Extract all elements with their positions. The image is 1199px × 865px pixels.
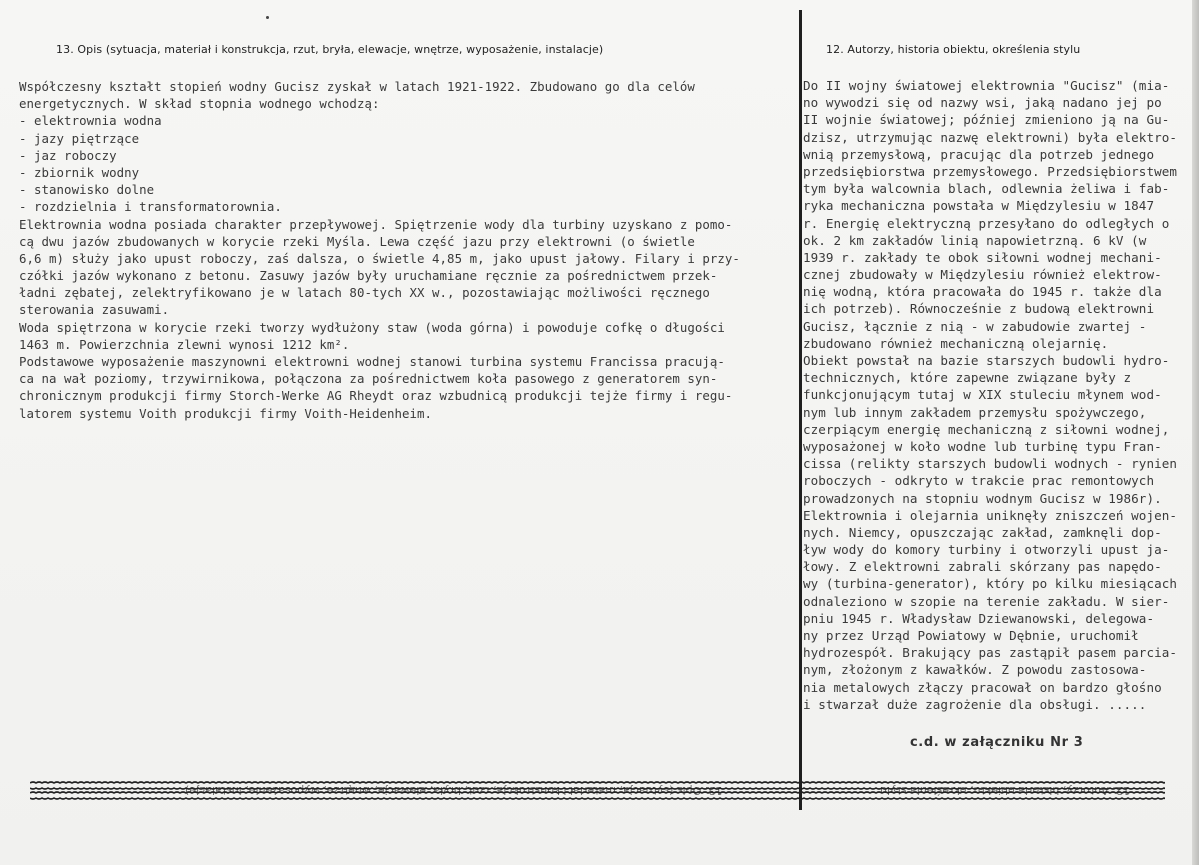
text-line: cznej zbudowały w Międzylesiu również elektrow- [803, 267, 1162, 283]
continuation-note: c.d. w załączniku Nr 3 [910, 735, 1084, 750]
text-line: prowadzonych na stopniu wodnym Gucisz w 1986r). [803, 490, 1162, 506]
text-line: Elektrownia i olejarnia uniknęły zniszczeń wojen- [803, 507, 1177, 523]
text-line: nym lub innym zakładem przemysłu spożywczego, [803, 404, 1147, 420]
text-line: wnią przemysłową, pracując dla potrzeb jednego [803, 146, 1155, 162]
text-line: cissa (relikty starszych budowli wodnych - rynien [803, 456, 1177, 472]
text-line: tym była walcownia blach, odlewnia żeliwa i fab- [803, 181, 1170, 197]
text-line: ływ wody do komory turbiny i otworzyli upust ja- [803, 542, 1170, 558]
text-line: 1939 r. zakłady te obok siłowni wodnej mechani- [803, 249, 1162, 265]
text-line: roboczych - odkryto w trakcie prac remontowych [803, 473, 1155, 489]
text-line: dzisz, utrzymując nazwę elektrowni) była elektro- [803, 129, 1177, 145]
text-line: cą dwu jazów zbudowanych w korycie rzeki Myśla. Lewa część jazu przy elektrowni (o świetle [19, 233, 695, 249]
text-line: ok. 2 km zakładów linią napowietrzną. 6 kV (w [803, 232, 1147, 248]
text-line: czerpiącym energię mechaniczną z siłowni wodnej, [803, 421, 1170, 437]
text-line: r. Energię elektryczną przesyłano do odległych o [803, 215, 1170, 231]
text-line: nych. Niemcy, opuszczając zakład, zamknęli dop- [803, 524, 1162, 540]
text-line: nym, złożonym z kawałków. Z powodu zastosowa- [803, 662, 1147, 678]
wave-line [30, 792, 1165, 793]
column-divider [799, 10, 802, 810]
text-line: czółki jazów wykonano z betonu. Zasuwy jazów były uruchamiane ręcznie za pośrednictwem przek- [19, 268, 718, 284]
text-line: pniu 1945 r. Władysław Dziewanowski, delegowa- [803, 610, 1155, 626]
text-line: odnaleziono w szopie na terenie zakładu. W sier- [803, 593, 1170, 609]
text-line: ładni zębatej, zelektryfikowano je w latach 80-tych XX w., pozostawiając możliwości ręcznego [19, 285, 710, 301]
text-line: energetycznych. W skład stopnia wodnego wchodzą: [19, 96, 380, 112]
text-line: 6,6 m) służy jako upust roboczy, zaś dalsza, o świetle 4,85 m, jako upust jałowy. Filary i przy- [19, 250, 740, 266]
text-line: przedsiębiorstwa przemysłowego. Przedsiębiorstwem [803, 163, 1177, 179]
text-line: 1463 m. Powierzchnia zlewni wynosi 1212 km². [19, 336, 350, 352]
mirrored-print-left: 13. Opis (sytuacja, materiał i konstrukcja, rzut, bryła, elewacje, wnętrze, wyposażenie, instalacje) [185, 784, 723, 797]
ink-dot [266, 16, 269, 19]
text-line: latorem systemu Voith produkcji firmy Voith-Heidenheim. [19, 405, 433, 421]
wave-line [30, 782, 1165, 783]
page-edge-shadow [1192, 0, 1199, 865]
text-line: zbudowano również mechaniczną olejarnię. [803, 335, 1109, 351]
text-line: wy (turbina-generator), który po kilku miesiącach [803, 576, 1177, 592]
mirrored-print-right: 12. Autorzy, historia obiektu, określenia stylu [880, 784, 1130, 797]
text-line: łowy. Z elektrowni zabrali skórzany pas napędo- [803, 559, 1162, 575]
text-line: - jaz roboczy [19, 147, 117, 163]
text-line: ca na wał poziomy, trzywirnikowa, połączona za pośrednictwem koła pasowego z generatorem syn- [19, 371, 718, 387]
text-line: II wojnie światowej; później zmieniono ją na Gu- [803, 112, 1170, 128]
text-line: Do II wojny światowej elektrownia "Gucisz" (mia- [803, 78, 1170, 93]
text-line: nię wodną, która pracowała do 1945 r. także dla [803, 284, 1162, 300]
text-line: nia metalowych złączy pracował on bardzo głośno [803, 679, 1162, 695]
text-line: chronicznym produkcji firmy Storch-Werke AG Rheydt oraz wzbudnicą produkcji tejże firmy i regu- [19, 388, 733, 404]
text-line: Elektrownia wodna posiada charakter przepływowej. Spiętrzenie wody dla turbiny uzyskano z pomo- [19, 216, 733, 232]
text-line: - rozdzielnia i transformatorownia. [19, 199, 282, 215]
text-line: Współczesny kształt stopień wodny Gucisz zyskał w latach 1921-1922. Zbudowano go dla celów [19, 79, 695, 94]
text-line: ny przez Urząd Powiatowy w Dębnie, uruchomił [803, 628, 1139, 643]
text-line: ryka mechaniczna powstała w Międzylesiu w 1847 [803, 198, 1155, 214]
text-line: - zbiornik wodny [19, 164, 140, 180]
text-line: - elektrownia wodna [19, 113, 162, 129]
wave-line [30, 798, 1165, 799]
text-line: Woda spiętrzona w korycie rzeki tworzy wydłużony staw (woda górna) i powoduje cofkę o długości [19, 319, 725, 335]
text-line: Podstawowe wyposażenie maszynowni elektrowni wodnej stanowi turbina systemu Francissa pracują- [19, 354, 725, 369]
text-line: - stanowisko dolne [19, 182, 155, 198]
text-line: i stwarzał duże zagrożenie dla obsługi. ..... [803, 696, 1147, 712]
text-line: - jazy piętrzące [19, 130, 140, 146]
text-line: Obiekt powstał na bazie starszych budowli hydro- [803, 353, 1170, 368]
text-line: sterowania zasuwami. [19, 302, 170, 318]
text-line: Gucisz, łącznie z nią - w zabudowie zwartej - [803, 318, 1147, 334]
text-line: technicznych, które zapewne związane były z [803, 370, 1132, 386]
section-12-heading: 12. Autorzy, historia obiektu, określenia stylu [826, 43, 1081, 56]
wavy-border [30, 778, 1165, 804]
description-text [19, 78, 740, 422]
section-13-heading: 13. Opis (sytuacja, materiał i konstrukcja, rzut, bryła, elewacje, wnętrze, wyposażenie, instalacje) [56, 43, 604, 56]
history-text [803, 77, 1177, 713]
text-line: funkcjonującym tutaj w XIX stuleciu młynem wod- [803, 387, 1162, 403]
wave-line [30, 788, 1165, 789]
text-line: no wywodzi się od nazwy wsi, jaką nadano jej po [803, 95, 1162, 111]
text-line: ich potrzeb). Równocześnie z budową elektrowni [803, 301, 1155, 317]
text-line: wyposażonej w koło wodne lub turbinę typu Fran- [803, 438, 1162, 454]
text-line: hydrozespół. Brakujący pas zastąpił pasem parcia- [803, 645, 1177, 661]
